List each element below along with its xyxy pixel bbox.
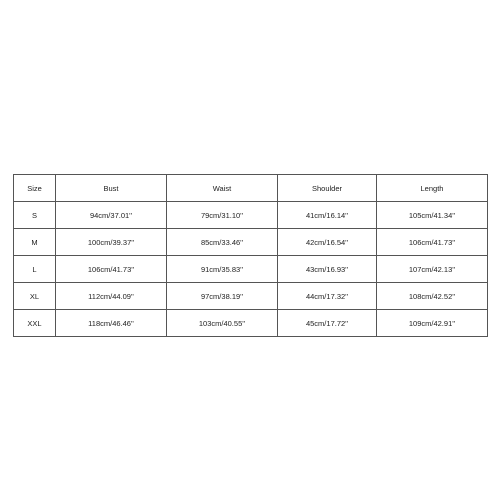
waist-cell: 103cm/40.55''	[167, 310, 278, 337]
table-row	[14, 283, 488, 310]
shoulder-cell: 43cm/16.93''	[278, 256, 377, 283]
size-cell: XXL	[14, 310, 56, 337]
size-cell: M	[14, 229, 56, 256]
table-row	[14, 229, 488, 256]
shoulder-cell: 45cm/17.72''	[278, 310, 377, 337]
table-row	[14, 202, 488, 229]
length-cell: 109cm/42.91''	[377, 310, 488, 337]
header-waist: Waist	[167, 175, 278, 202]
shoulder-cell: 42cm/16.54''	[278, 229, 377, 256]
size-cell: S	[14, 202, 56, 229]
bust-cell: 100cm/39.37''	[56, 229, 167, 256]
header-size: Size	[14, 175, 56, 202]
bust-cell: 94cm/37.01''	[56, 202, 167, 229]
header-bust: Bust	[56, 175, 167, 202]
length-cell: 106cm/41.73''	[377, 229, 488, 256]
length-cell: 105cm/41.34''	[377, 202, 488, 229]
waist-cell: 97cm/38.19''	[167, 283, 278, 310]
size-cell: XL	[14, 283, 56, 310]
table-row	[14, 256, 488, 283]
header-row	[14, 175, 488, 202]
table-row	[14, 310, 488, 337]
bust-cell: 118cm/46.46''	[56, 310, 167, 337]
waist-cell: 79cm/31.10''	[167, 202, 278, 229]
shoulder-cell: 44cm/17.32''	[278, 283, 377, 310]
size-chart-table	[13, 174, 488, 337]
header-shoulder: Shoulder	[278, 175, 377, 202]
shoulder-cell: 41cm/16.14''	[278, 202, 377, 229]
header-length: Length	[377, 175, 488, 202]
bust-cell: 106cm/41.73''	[56, 256, 167, 283]
waist-cell: 85cm/33.46''	[167, 229, 278, 256]
waist-cell: 91cm/35.83''	[167, 256, 278, 283]
bust-cell: 112cm/44.09''	[56, 283, 167, 310]
length-cell: 107cm/42.13''	[377, 256, 488, 283]
length-cell: 108cm/42.52''	[377, 283, 488, 310]
size-cell: L	[14, 256, 56, 283]
